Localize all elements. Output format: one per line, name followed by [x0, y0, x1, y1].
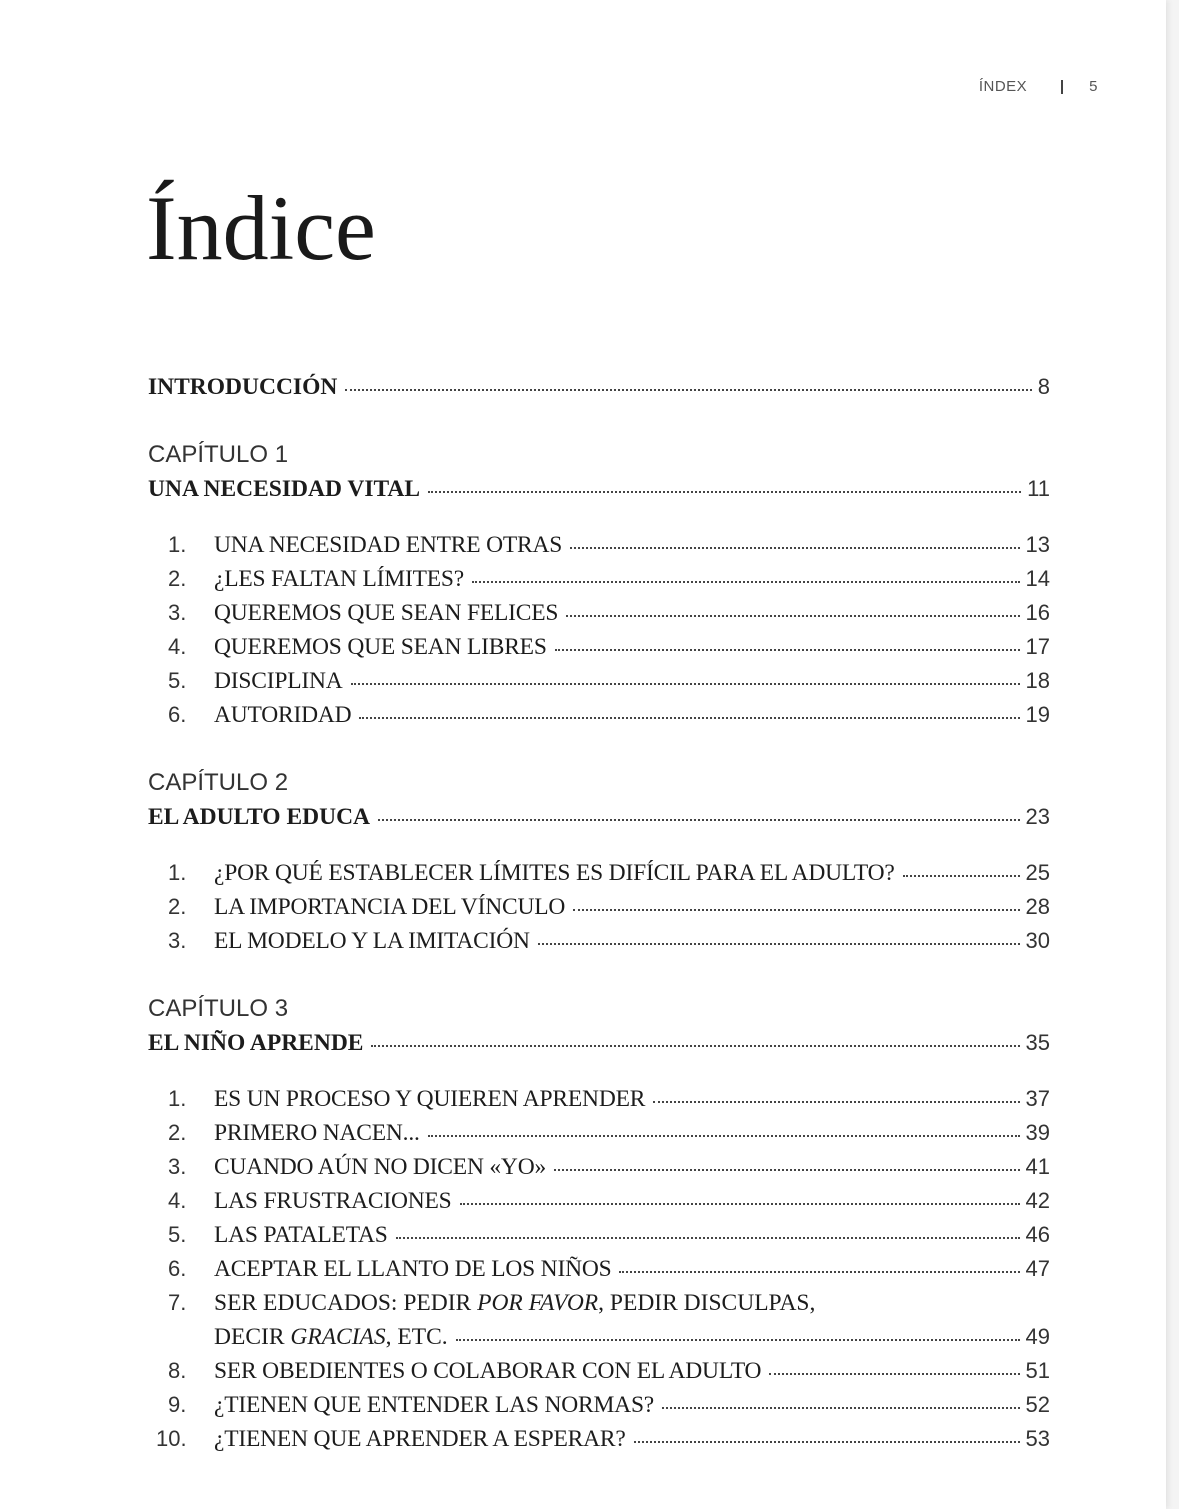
- toc-entry-chapter-3[interactable]: [148, 1026, 1050, 1060]
- toc-entry-2-3[interactable]: [148, 924, 1050, 958]
- dot-leader: [769, 1373, 1019, 1375]
- toc-entry-label: QUEREMOS QUE SEAN LIBRES: [214, 634, 547, 660]
- toc-entry-1-3[interactable]: [148, 596, 1050, 630]
- toc-entry-page: 42: [1025, 1188, 1050, 1213]
- dot-leader: [554, 1169, 1019, 1171]
- toc-entry-1-2[interactable]: [148, 562, 1050, 596]
- toc-entry-label: LAS PATALETAS: [214, 1222, 388, 1248]
- toc-entry-number: 7.: [168, 1290, 187, 1315]
- toc-entry-page: 35: [1025, 1030, 1050, 1055]
- toc-entry-label-italic: GRACIAS: [290, 1324, 386, 1350]
- page-title: Índice: [146, 177, 376, 279]
- toc-entry-label: ¿POR QUÉ ESTABLECER LÍMITES ES DIFÍCIL PARA EL ADULTO?: [214, 860, 895, 886]
- toc-entry-number: 1.: [168, 532, 187, 557]
- toc-entry-label: ¿TIENEN QUE APRENDER A ESPERAR?: [214, 1426, 626, 1452]
- toc-entry-number: 2.: [168, 566, 187, 591]
- toc-entry-number: 4.: [168, 1188, 187, 1213]
- toc-entry-3-9[interactable]: [148, 1388, 1050, 1422]
- dot-leader: [566, 615, 1019, 617]
- toc-entry-label-part: , PEDIR DISCULPAS,: [598, 1290, 816, 1316]
- toc-entry-page: 51: [1025, 1358, 1050, 1383]
- toc-entry-label-italic: POR FAVOR: [477, 1290, 599, 1316]
- toc-entry-label-part: , ETC.: [385, 1324, 448, 1350]
- toc-entry-label-part: DECIR: [214, 1324, 291, 1350]
- toc-entry-label-part: SER EDUCADOS: PEDIR: [214, 1290, 478, 1316]
- toc-entry-number: 6.: [168, 1256, 187, 1281]
- toc-entry-label: EL NIÑO APRENDE: [148, 1030, 364, 1056]
- toc-entry-page: 30: [1025, 928, 1050, 953]
- toc-entry-second-line: [148, 1320, 1050, 1354]
- toc-entry-label: EL MODELO Y LA IMITACIÓN: [214, 928, 530, 954]
- dot-leader: [345, 389, 1031, 391]
- toc-entry-page: 46: [1025, 1222, 1050, 1247]
- toc-entry-label: ¿LES FALTAN LÍMITES?: [214, 566, 464, 592]
- toc-entry-label: EL ADULTO EDUCA: [148, 804, 371, 830]
- toc-entry-3-3[interactable]: [148, 1150, 1050, 1184]
- toc-entry-page: 11: [1027, 476, 1050, 501]
- toc-entry-label: ACEPTAR EL LLANTO DE LOS NIÑOS: [214, 1256, 612, 1282]
- toc-entry-3-7[interactable]: [148, 1286, 1050, 1354]
- toc-entry-label: INTRODUCCIÓN: [148, 374, 338, 400]
- dot-leader: [428, 491, 1021, 493]
- toc-entry-page: 25: [1025, 860, 1050, 885]
- toc-entry-page: 37: [1025, 1086, 1050, 1111]
- toc-entry-page: 14: [1025, 566, 1050, 591]
- toc-entry-page: 17: [1025, 634, 1050, 659]
- toc-entry-number: 10.: [156, 1426, 187, 1451]
- running-head-section: ÍNDEX: [978, 78, 1028, 95]
- toc-entry-first-line: [148, 1286, 1050, 1320]
- dot-leader: [371, 1045, 1019, 1047]
- dot-leader: [555, 649, 1020, 651]
- toc-entry-label: ES UN PROCESO Y QUIEREN APRENDER: [214, 1086, 646, 1112]
- toc-entry-page: 18: [1025, 668, 1050, 693]
- toc-entry-label: DISCIPLINA: [214, 668, 343, 694]
- dot-leader: [396, 1237, 1020, 1239]
- toc-entry-2-1[interactable]: [148, 856, 1050, 890]
- toc-entry-page: 53: [1025, 1426, 1050, 1451]
- dot-leader: [472, 581, 1020, 583]
- toc-entry-page: 13: [1025, 532, 1050, 557]
- toc-entry-chapter-1[interactable]: [148, 472, 1050, 506]
- toc-entry-page: 23: [1025, 804, 1050, 829]
- toc-entry-label: PRIMERO NACEN...: [214, 1120, 420, 1146]
- toc-entry-1-1[interactable]: [148, 528, 1050, 562]
- dot-leader: [662, 1407, 1019, 1409]
- toc-entry-3-10[interactable]: [148, 1422, 1050, 1456]
- toc-entry-label: UNA NECESIDAD VITAL: [148, 476, 421, 502]
- dot-leader: [456, 1339, 1020, 1341]
- toc-entry-number: 3.: [168, 928, 187, 953]
- toc-entry-label: [214, 1320, 448, 1354]
- dot-leader: [351, 683, 1020, 685]
- toc-entry-3-4[interactable]: [148, 1184, 1050, 1218]
- toc-entry-number: 9.: [168, 1392, 187, 1417]
- toc-entry-number: 5.: [168, 668, 187, 693]
- toc-entry-label: LA IMPORTANCIA DEL VÍNCULO: [214, 894, 566, 920]
- toc-entry-label: SER OBEDIENTES O COLABORAR CON EL ADULTO: [214, 1358, 762, 1384]
- dot-leader: [428, 1135, 1020, 1137]
- toc-entry-number: 1.: [168, 860, 187, 885]
- toc-entry-label: AUTORIDAD: [214, 702, 352, 728]
- toc-entry-page: 19: [1025, 702, 1050, 727]
- toc-entry-number: 5.: [168, 1222, 187, 1247]
- chapter-2-heading: CAPÍTULO 2: [148, 769, 289, 796]
- toc-entry-3-5[interactable]: [148, 1218, 1050, 1252]
- toc-entry-label: QUEREMOS QUE SEAN FELICES: [214, 600, 559, 626]
- toc-entry-label: UNA NECESIDAD ENTRE OTRAS: [214, 532, 563, 558]
- running-head: [979, 78, 1098, 95]
- chapter-1-heading: CAPÍTULO 1: [148, 441, 289, 468]
- toc-entry-2-2[interactable]: [148, 890, 1050, 924]
- toc-entry-3-2[interactable]: [148, 1116, 1050, 1150]
- dot-leader: [359, 717, 1019, 719]
- dot-leader: [573, 909, 1019, 911]
- toc-entry-page: 49: [1025, 1324, 1050, 1349]
- dot-leader: [653, 1101, 1019, 1103]
- toc-entry-label: ¿TIENEN QUE ENTENDER LAS NORMAS?: [214, 1392, 655, 1418]
- toc-entry-page: 28: [1025, 894, 1050, 919]
- toc-entry-1-6[interactable]: [148, 698, 1050, 732]
- toc-entry-label: LAS FRUSTRACIONES: [214, 1188, 452, 1214]
- toc-entry-number: 3.: [168, 600, 187, 625]
- toc-entry-number: 1.: [168, 1086, 187, 1111]
- toc-entry-label: CUANDO AÚN NO DICEN «YO»: [214, 1154, 547, 1180]
- toc-entry-1-5[interactable]: [148, 664, 1050, 698]
- toc-entry-number: 2.: [168, 894, 187, 919]
- toc-entry-number: 6.: [168, 702, 187, 727]
- dot-leader: [538, 943, 1020, 945]
- toc-entry-page: 8: [1037, 374, 1050, 399]
- dot-leader: [378, 819, 1019, 821]
- running-head-separator: [1061, 80, 1063, 94]
- toc-entry-chapter-2[interactable]: [148, 800, 1050, 834]
- toc-entry-number: 8.: [168, 1358, 187, 1383]
- toc-entry-number: 3.: [168, 1154, 187, 1179]
- toc-entry-3-8[interactable]: [148, 1354, 1050, 1388]
- toc-entry-page: 52: [1025, 1392, 1050, 1417]
- dot-leader: [619, 1271, 1019, 1273]
- table-of-contents: [148, 370, 1050, 1456]
- running-head-page-number: 5: [1089, 78, 1098, 95]
- toc-entry-page: 16: [1025, 600, 1050, 625]
- toc-entry-1-4[interactable]: [148, 630, 1050, 664]
- toc-entry-3-1[interactable]: [148, 1082, 1050, 1116]
- toc-entry-number: 2.: [168, 1120, 187, 1145]
- dot-leader: [903, 875, 1020, 877]
- chapter-3-heading: CAPÍTULO 3: [148, 995, 289, 1022]
- toc-entry-introduction[interactable]: [148, 370, 1050, 404]
- toc-entry-page: 47: [1025, 1256, 1050, 1281]
- toc-entry-page: 39: [1025, 1120, 1050, 1145]
- toc-entry-number: 4.: [168, 634, 187, 659]
- dot-leader: [634, 1441, 1020, 1443]
- dot-leader: [570, 547, 1019, 549]
- dot-leader: [460, 1203, 1020, 1205]
- toc-entry-page: 41: [1025, 1154, 1050, 1179]
- toc-entry-3-6[interactable]: [148, 1252, 1050, 1286]
